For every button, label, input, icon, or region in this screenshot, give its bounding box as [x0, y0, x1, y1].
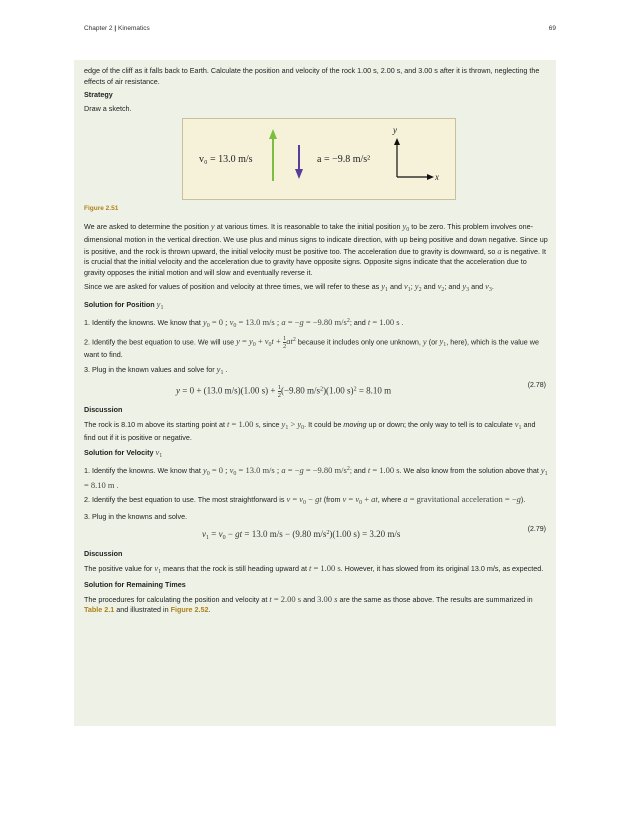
velocity-step-2: 2. Identify the best equation to use. The most straightforward is $v = v_0$ − gt (from $v = v_0$ + at, where a = gravitational acceleration = −g). — [84, 494, 526, 507]
equation-2-78-body: y = 0 + (13.0 m/s)(1.00 s) + $\frac{1}{2}$ (−9.80 $m/s^2)(1.00$ s)$^2$ = 8.10 m — [176, 384, 392, 400]
axes-icon — [394, 138, 434, 180]
paragraph-setup: We are asked to determine the position y at various times. It is reasonable to take the initial position $y_0$ to be zero. This problem involves one-dimensional motion in the vertical direction. We use plus and minus signs to indicate direction, with up being positive and down negative. Since up is positive, and the rock is thrown upward, the initial velocity must be positive too. The acceleration due to gravity is downward, so a is negative. It is crucial that the initial velocity and the acceleration due to gravity have opposite signs. Opposite signs indicate that the acceleration due to gravity opposes the initial motion and will slow and eventually reverse it. — [84, 220, 548, 277]
header-separator: | — [114, 25, 117, 32]
a-label: a = −9.8 m/s² — [317, 154, 371, 165]
strategy-heading: Strategy — [84, 90, 113, 99]
intro-text: edge of the cliff as it falls back to Earth. Calculate the position and velocity of the rock 1.00 s, 2.00 s, and 3.00 s after it is thrown, neglecting the effects of air resistance. — [84, 66, 540, 86]
v0-label: v₀ = 13.0 m/s — [199, 154, 253, 165]
figure-sketch — [182, 118, 456, 200]
discussion-2-text: The positive value for $v_1$ means that the rock is still heading upward at t = 1.00 s. However, it has slowed from its original 13.0 m/s, as expected. — [84, 562, 544, 575]
equation-number: (2.78) — [527, 382, 546, 390]
axis-x-label: x — [435, 172, 439, 182]
equation-2-79 — [84, 525, 548, 545]
position-step-2: 2. Identify the best equation to use. We will use $y = y_0 + v_0t$ + $\frac{1}{2}$ $at^2$ because it includes only one unknown, y (or $y_1$, here), which is the value we want to find. — [84, 334, 539, 360]
chapter-title — [84, 25, 150, 32]
chapter-label: Chapter 2 — [84, 25, 113, 32]
example-box — [74, 60, 556, 726]
equation-number: (2.79) — [527, 526, 546, 534]
position-step-3: 3. Plug in the known values and solve for $y_1$ . — [84, 363, 228, 376]
arrow-up-icon — [269, 129, 277, 181]
page-number: 69 — [548, 25, 556, 32]
example-content — [84, 66, 548, 619]
discussion-2-heading: Discussion — [84, 549, 123, 559]
arrow-down-icon — [295, 145, 303, 179]
solution-remaining-heading: Solution for Remaining Times — [84, 580, 186, 590]
figure-2-52-link[interactable]: Figure 2.52 — [170, 605, 209, 615]
axis-y-label: y — [393, 125, 397, 135]
paragraph-labels: Since we are asked for values of position and velocity at three times, we will refer to these as $y_1$ and $v_1$; $y_2$ and $v_2$; and $y_3$ and $v_3$. — [84, 281, 494, 293]
section-label: Kinematics — [118, 25, 150, 32]
solution-velocity-heading: Solution for Velocity $v_1$ — [84, 446, 163, 459]
position-step-1: 1. Identify the knowns. We know that $y_0 = 0$ ; $v_0 = 13.0$ m/s ; a = −g = −9.80 $m/s^2$; and t = 1.00 s . — [84, 317, 404, 329]
velocity-step-3: 3. Plug in the knowns and solve. — [84, 511, 188, 521]
solution-position-heading: Solution for Position $y_1$ — [84, 298, 164, 311]
discussion-1-heading: Discussion — [84, 405, 123, 415]
discussion-1-text: The rock is 8.10 m above its starting point at t = 1.00 s, since $y_1 > y_0$. It could be moving up or down; the only way to tell is to calculate $v_1$ and find out if it is positive or negative. — [84, 418, 536, 443]
equation-2-79-body: $v_1 = v_0$ − gt = 13.0 m/s − (9.80 $m/s^2)(1.00$ s) = 3.20 m/s — [202, 529, 401, 542]
solution-remaining-text: The procedures for calculating the position and velocity at t = 2.00 s and 3.00 s are the same as those above. The results are summarized in Table 2.1 and illustrated in Figure 2.52. — [84, 593, 533, 615]
figure-caption: Figure 2.51 — [84, 205, 119, 212]
strategy-text: Draw a sketch. — [84, 103, 132, 113]
velocity-step-1: 1. Identify the knowns. We know that $y_0 = 0$ ; $v_0 = 13.0$ m/s ; a = −g = −9.80 $m/s^2$; and t = 1.00 s. We also know from the solution above that $y_1 = 8.10$ m . — [84, 465, 548, 490]
equation-2-78 — [84, 381, 548, 401]
table-2-1-link[interactable]: Table 2.1 — [84, 605, 115, 615]
